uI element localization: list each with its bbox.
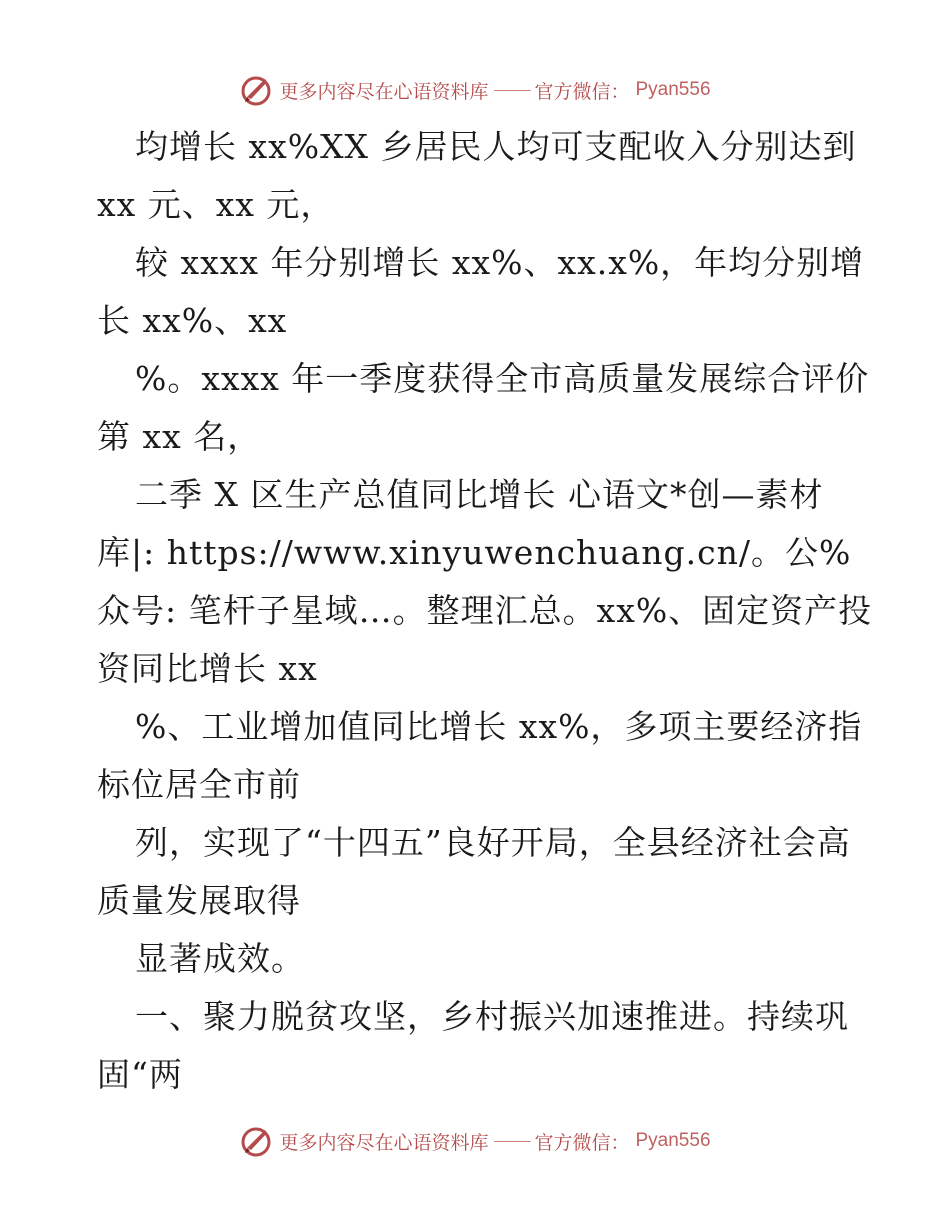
header-banner [0, 70, 950, 110]
footer-wechat-id: Pyan556 [635, 1130, 711, 1151]
paragraph: %。xxxx 年一季度获得全市高质量发展综合评价第 xx 名， [97, 359, 870, 456]
quill-pen-logo-icon [239, 73, 273, 107]
document-body [97, 118, 877, 1104]
quill-pen-logo-icon [239, 1124, 273, 1158]
header-wechat-label: 官方微信： [534, 81, 630, 103]
paragraph: 二季 X 区生产总值同比增长 心语文*创—素材库|: https://www.xinyuwenchuang.cn/。公%众号: 笔杆子星域…。整理汇总。xx%、固定资产投资同比增长 xx [97, 475, 873, 688]
paragraph: 均增长 xx%XX 乡居民人均可支配收入分别达到 xx 元、xx 元， [97, 127, 857, 224]
header-separator: —— [494, 79, 529, 100]
paragraph: %、工业增加值同比增长 xx%，多项主要经济指标位居全市前 [97, 707, 863, 804]
paragraph: 一、聚力脱贫攻坚，乡村振兴加速推进。持续巩固“两 [97, 997, 849, 1094]
footer-brand-text: 更多内容尽在心语资料库 [279, 1132, 489, 1154]
header-brand-text: 更多内容尽在心语资料库 [279, 81, 489, 103]
paragraph: 较 xxxx 年分别增长 xx%、xx.x%，年均分别增长 xx%、xx [97, 243, 865, 340]
footer-banner [0, 1121, 950, 1161]
footer-wechat-label: 官方微信： [534, 1132, 630, 1154]
header-wechat-id: Pyan556 [635, 79, 711, 100]
paragraph: 列，实现了“十四五”良好开局，全县经济社会高质量发展取得 [97, 823, 851, 920]
footer-separator: —— [494, 1130, 529, 1151]
paragraph: 显著成效。 [135, 939, 305, 978]
